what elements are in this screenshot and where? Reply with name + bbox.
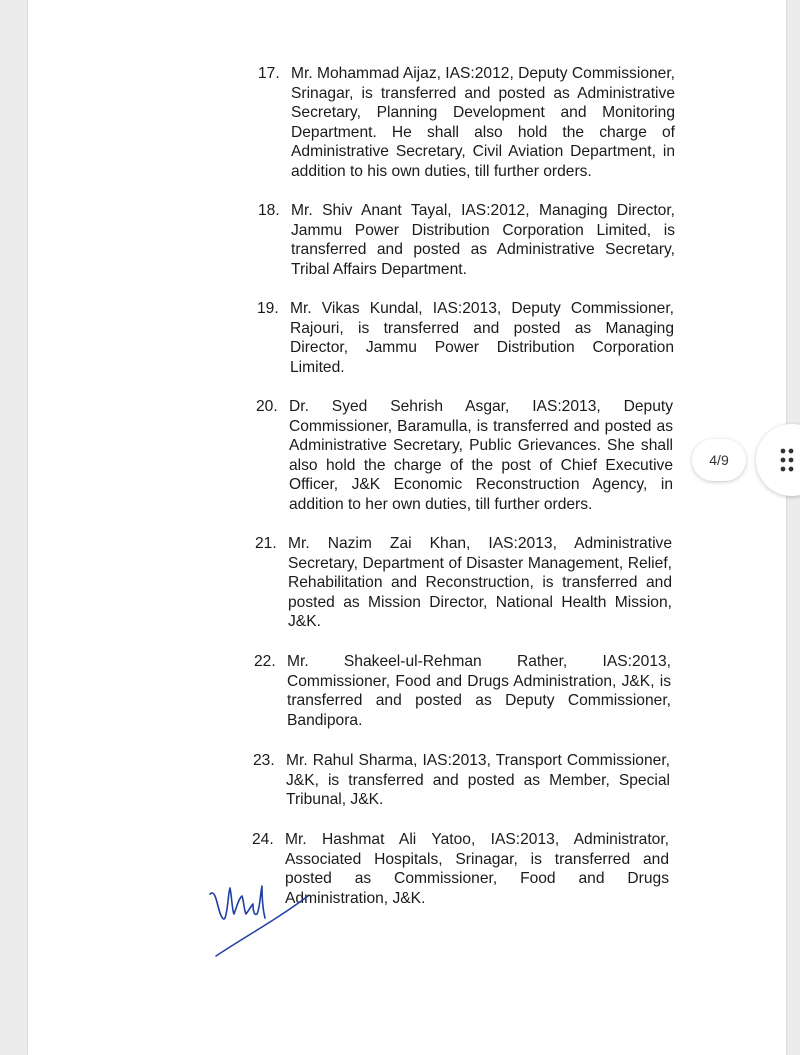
item-number: 19. bbox=[257, 300, 279, 317]
item-number: 24. bbox=[252, 831, 274, 848]
item-number: 17. bbox=[258, 65, 280, 82]
item-number: 20. bbox=[256, 398, 278, 415]
item-text: Mr. Mohammad Aijaz, IAS:2012, Deputy Commissioner, Srinagar, is transferred and posted as Administrative Secretary, Planning Development and Monitoring Department. He shall also hold the charge of Administrative Secretary, Civil Aviation Department, in addition to his own duties, till further orders. bbox=[291, 65, 675, 180]
item-text: Dr. Syed Sehrish Asgar, IAS:2013, Deputy Commissioner, Baramulla, is transferred and posted as Administrative Secretary, Public Grievances. She shall also hold the charge of the post of Chief Executive Officer, J&K Economic Reconstruction Agency, in addition to her own duties, till further orders. bbox=[289, 398, 673, 513]
item-text: Mr. Hashmat Ali Yatoo, IAS:2013, Administrator, Associated Hospitals, Srinagar, is transferred and posted as Commissioner, Food and Drugs Administration, J&K. bbox=[285, 831, 669, 907]
item-number: 22. bbox=[254, 653, 276, 670]
item-text: Mr. Rahul Sharma, IAS:2013, Transport Commissioner, J&K, is transferred and posted as Member, Special Tribunal, J&K. bbox=[286, 752, 670, 809]
item-number: 18. bbox=[258, 202, 280, 219]
item-number: 21. bbox=[255, 535, 277, 552]
item-number: 23. bbox=[253, 752, 275, 769]
dots-grid-icon bbox=[780, 448, 796, 472]
item-text: Mr. Nazim Zai Khan, IAS:2013, Administrative Secretary, Department of Disaster Management, Relief, Rehabilitation and Reconstruction, is transferred and posted as Mission Director, National Health Mission, J&K. bbox=[288, 535, 672, 631]
item-text: Mr. Vikas Kundal, IAS:2013, Deputy Commissioner, Rajouri, is transferred and posted as Managing Director, Jammu Power Distribution Corporation Limited. bbox=[290, 300, 674, 376]
order-list bbox=[28, 0, 786, 1055]
handwritten-signature-icon bbox=[206, 876, 316, 958]
page-indicator[interactable]: 4/9 bbox=[692, 439, 746, 481]
item-text: Mr. Shiv Anant Tayal, IAS:2012, Managing Director, Jammu Power Distribution Corporation Limited, is transferred and posted as Administrative Secretary, Tribal Affairs Department. bbox=[291, 202, 675, 278]
item-text: Mr. Shakeel-ul-Rehman Rather, IAS:2013, Commissioner, Food and Drugs Administration, J&K, is transferred and posted as Deputy Commissioner, Bandipora. bbox=[287, 653, 671, 729]
document-page bbox=[28, 0, 786, 1055]
